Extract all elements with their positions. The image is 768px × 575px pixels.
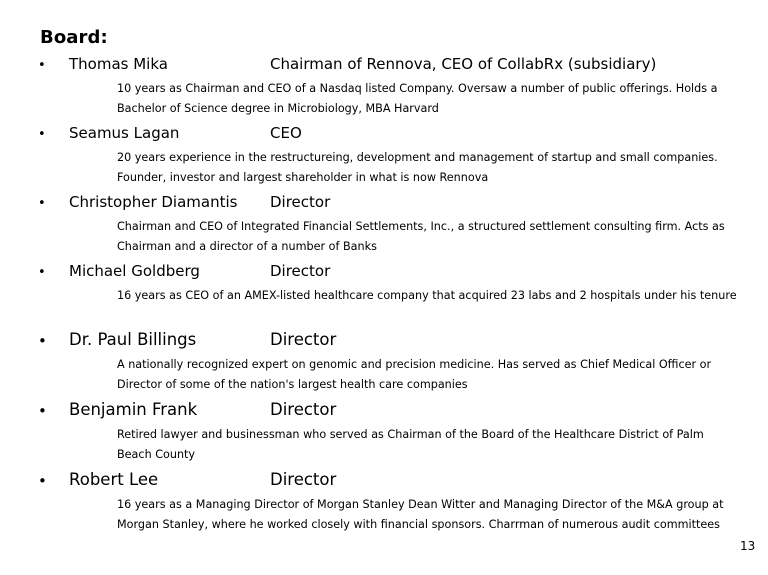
bullet-icon: • bbox=[38, 265, 46, 280]
member-name: Dr. Paul Billings bbox=[69, 330, 197, 349]
bullet-icon: • bbox=[38, 58, 46, 73]
member-header bbox=[0, 54, 768, 78]
member-description: A nationally recognized expert on genomic and precision medicine. Has served as Chief Medical Officer or Director of some of the nation's largest health care companies bbox=[117, 358, 712, 391]
member-name: Benjamin Frank bbox=[69, 400, 198, 419]
member-role: Director bbox=[270, 400, 337, 419]
member-description: 16 years as CEO of an AMEX-listed healthcare company that acquired 23 labs and 2 hospitals under his tenure bbox=[117, 289, 737, 302]
member-name: Thomas Mika bbox=[69, 55, 168, 73]
member-role: Director bbox=[270, 193, 331, 211]
bullet-icon: • bbox=[38, 127, 46, 142]
bullet-icon: • bbox=[38, 332, 47, 350]
member-name: Christopher Diamantis bbox=[69, 193, 238, 211]
member-name: Robert Lee bbox=[69, 470, 159, 489]
member-name: Seamus Lagan bbox=[69, 124, 180, 142]
member-description: Retired lawyer and businessman who served as Chairman of the Board of the Healthcare District of Palm Beach County bbox=[117, 428, 704, 461]
member-header bbox=[0, 261, 768, 285]
board-member-paul-billings bbox=[0, 330, 768, 391]
bullet-icon: • bbox=[38, 472, 47, 490]
board-member-christopher-diamantis bbox=[0, 192, 768, 253]
member-role: CEO bbox=[270, 124, 302, 142]
board-member-michael-goldberg bbox=[0, 261, 768, 302]
board-member-benjamin-frank bbox=[0, 400, 768, 461]
board-member-thomas-mika bbox=[0, 54, 768, 115]
bullet-icon: • bbox=[38, 196, 46, 211]
member-role: Director bbox=[270, 470, 337, 489]
board-member-robert-lee bbox=[0, 470, 768, 531]
member-description: Chairman and CEO of Integrated Financial Settlements, Inc., a structured settlement consulting firm. Acts as Chairman and a director of a number of Banks bbox=[117, 220, 725, 253]
board-member-seamus-lagan bbox=[0, 123, 768, 184]
page-number: 13 bbox=[740, 539, 756, 553]
member-role: Director bbox=[270, 330, 337, 349]
member-name: Michael Goldberg bbox=[69, 262, 200, 280]
member-header bbox=[0, 330, 768, 354]
member-description: 10 years as Chairman and CEO of a Nasdaq listed Company. Oversaw a number of public offerings. Holds a Bachelor of Science degree in Microbiology, MBA Harvard bbox=[117, 82, 718, 115]
member-role: Director bbox=[270, 262, 331, 280]
member-header bbox=[0, 192, 768, 216]
member-header bbox=[0, 400, 768, 424]
page-title: Board: bbox=[40, 27, 108, 48]
member-description: 16 years as a Managing Director of Morgan Stanley Dean Witter and Managing Director of the M&A group at Morgan Stanley, where he worked closely with financial sponsors. Charrman of numerous audit committees bbox=[117, 498, 724, 531]
bullet-icon: • bbox=[38, 402, 47, 420]
member-header bbox=[0, 470, 768, 494]
member-header bbox=[0, 123, 768, 147]
member-description: 20 years experience in the restructureing, development and management of startup and small companies. Founder, investor and largest shareholder in what is now Rennova bbox=[117, 151, 718, 184]
member-role: Chairman of Rennova, CEO of CollabRx (subsidiary) bbox=[270, 55, 657, 73]
